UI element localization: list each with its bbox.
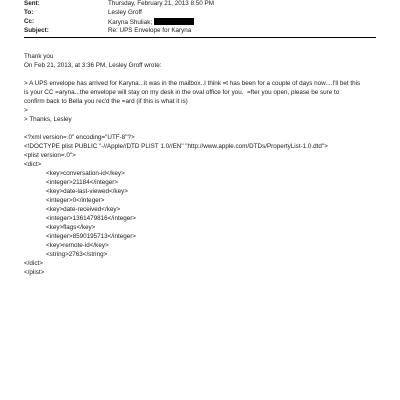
header-divider [24,37,376,38]
cc-label: Cc: [24,18,35,25]
quote-line-2: is your CC =aryna...the envelope will stay on my desk in the oval office for you. =fter you open, please be sure to [24,89,340,96]
plist-open-tag: <plist version=.0"> [24,152,76,159]
plist-entry: <integer>0</integer> [46,197,105,204]
plist-entry: <integer>8590195713</integer> [46,233,136,240]
redaction-box [154,18,194,25]
to-value: Lesley Groff [108,9,142,16]
plist-entry: <key>remote-id</key> [46,242,109,249]
quote-line-3: confirm back to Bella you rec'd the =ard (if this is what it is) [24,98,188,105]
plist-entry: <key>date-received</key> [46,206,121,213]
plist-entry: <key>flags</key> [46,224,96,231]
sent-value: Thursday, February 21, 2013 8:50 PM [108,0,214,7]
plist-entry: <key>conversation-id</key> [46,170,125,177]
sent-label: Sent: [24,0,40,7]
cc-row [108,18,194,27]
subject-label: Subject: [24,27,49,34]
to-label: To: [24,9,34,16]
subject-value: Re: UPS Envelope for Karyna [108,27,192,34]
cc-value: Karyna Shuliak; [108,19,153,26]
quote-intro: On Feb 21, 2013, at 3:36 PM, Lesley Groff wrote: [24,62,162,69]
plist-close-tag: </plist> [24,269,45,276]
plist-doctype: <!DOCTYPE plist PUBLIC "-//Apple//DTD PLIST 1.0//EN" "http://www.apple.com/DTDs/PropertyList-1.0.dtd"> [24,143,328,150]
thanks-line: Thank you [24,53,54,60]
plist-dict-close: </dict> [24,260,43,267]
quote-line-4: > [24,107,28,114]
quote-line-5: > Thanks, Lesley [24,116,72,123]
plist-entry: <integer>21184</integer> [46,179,119,186]
quote-line-1: > A UPS envelope has arrived for Karyna...it was in the mailbox..I think =t has been for a couple of days now....I'll bet this [24,80,361,87]
plist-entry: <string>2763</string> [46,251,108,258]
plist-entry: <integer>1361479816</integer> [46,215,136,222]
plist-dict-open: <dict> [24,161,42,168]
plist-xml-declaration: <?xml version=.0" encoding="UTF-8"?> [24,134,135,141]
plist-entry: <key>date-last-viewed</key> [46,188,128,195]
